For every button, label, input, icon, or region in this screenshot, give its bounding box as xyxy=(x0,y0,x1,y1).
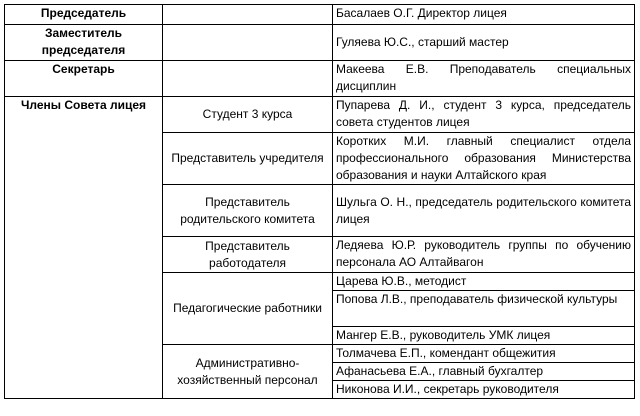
role-chairman: Председатель xyxy=(5,5,163,25)
group-label: Студент 3 курса xyxy=(163,97,333,133)
member-cell: Афанасьева Е.А., главный бухгалтер xyxy=(333,363,635,381)
group-label: Представитель учредителя xyxy=(163,133,333,185)
member-deputy-chairman: Гуляева Ю.С., старший мастер xyxy=(333,25,635,61)
empty-cell xyxy=(163,5,333,25)
table-row xyxy=(5,61,635,97)
member-cell: Царева Ю.В., методист xyxy=(333,273,635,291)
council-table xyxy=(4,4,635,399)
group-label: Представитель родительского комитета xyxy=(163,185,333,237)
member-cell: Толмачева Е.П., комендант общежития xyxy=(333,345,635,363)
member-cell: Шульга О. Н., председатель родительского комитета лицея xyxy=(333,185,635,237)
member-cell: Ледяева Ю.Р. руководитель группы по обучению персонала АО Алтайвагон xyxy=(333,237,635,273)
member-secretary: Макеева Е.В. Преподаватель специальных дисциплин xyxy=(333,61,635,97)
role-deputy-chairman: Заместитель председателя xyxy=(5,25,163,61)
member-cell: Мангер Е.В., руководитель УМК лицея xyxy=(333,327,635,345)
group-label: Административно-хозяйственный персонал xyxy=(163,345,333,399)
table-row xyxy=(5,97,635,133)
role-council-members: Члены Совета лицея xyxy=(5,97,163,399)
role-secretary: Секретарь xyxy=(5,61,163,97)
table-row xyxy=(5,5,635,25)
table-row xyxy=(5,25,635,61)
member-cell: Попова Л.В., преподаватель физической культуры xyxy=(333,291,635,327)
empty-cell xyxy=(163,61,333,97)
member-cell: Пупарева Д. И., студент 3 курса, председатель совета студентов лицея xyxy=(333,97,635,133)
member-cell: Коротких М.И. главный специалист отдела профессионального образования Министерства образования и науки Алтайского края xyxy=(333,133,635,185)
group-label: Представитель работодателя xyxy=(163,237,333,273)
group-label: Педагогические работники xyxy=(163,273,333,345)
member-chairman: Басалаев О.Г. Директор лицея xyxy=(333,5,635,25)
empty-cell xyxy=(163,25,333,61)
member-cell: Никонова И.И., секретарь руководителя xyxy=(333,381,635,399)
